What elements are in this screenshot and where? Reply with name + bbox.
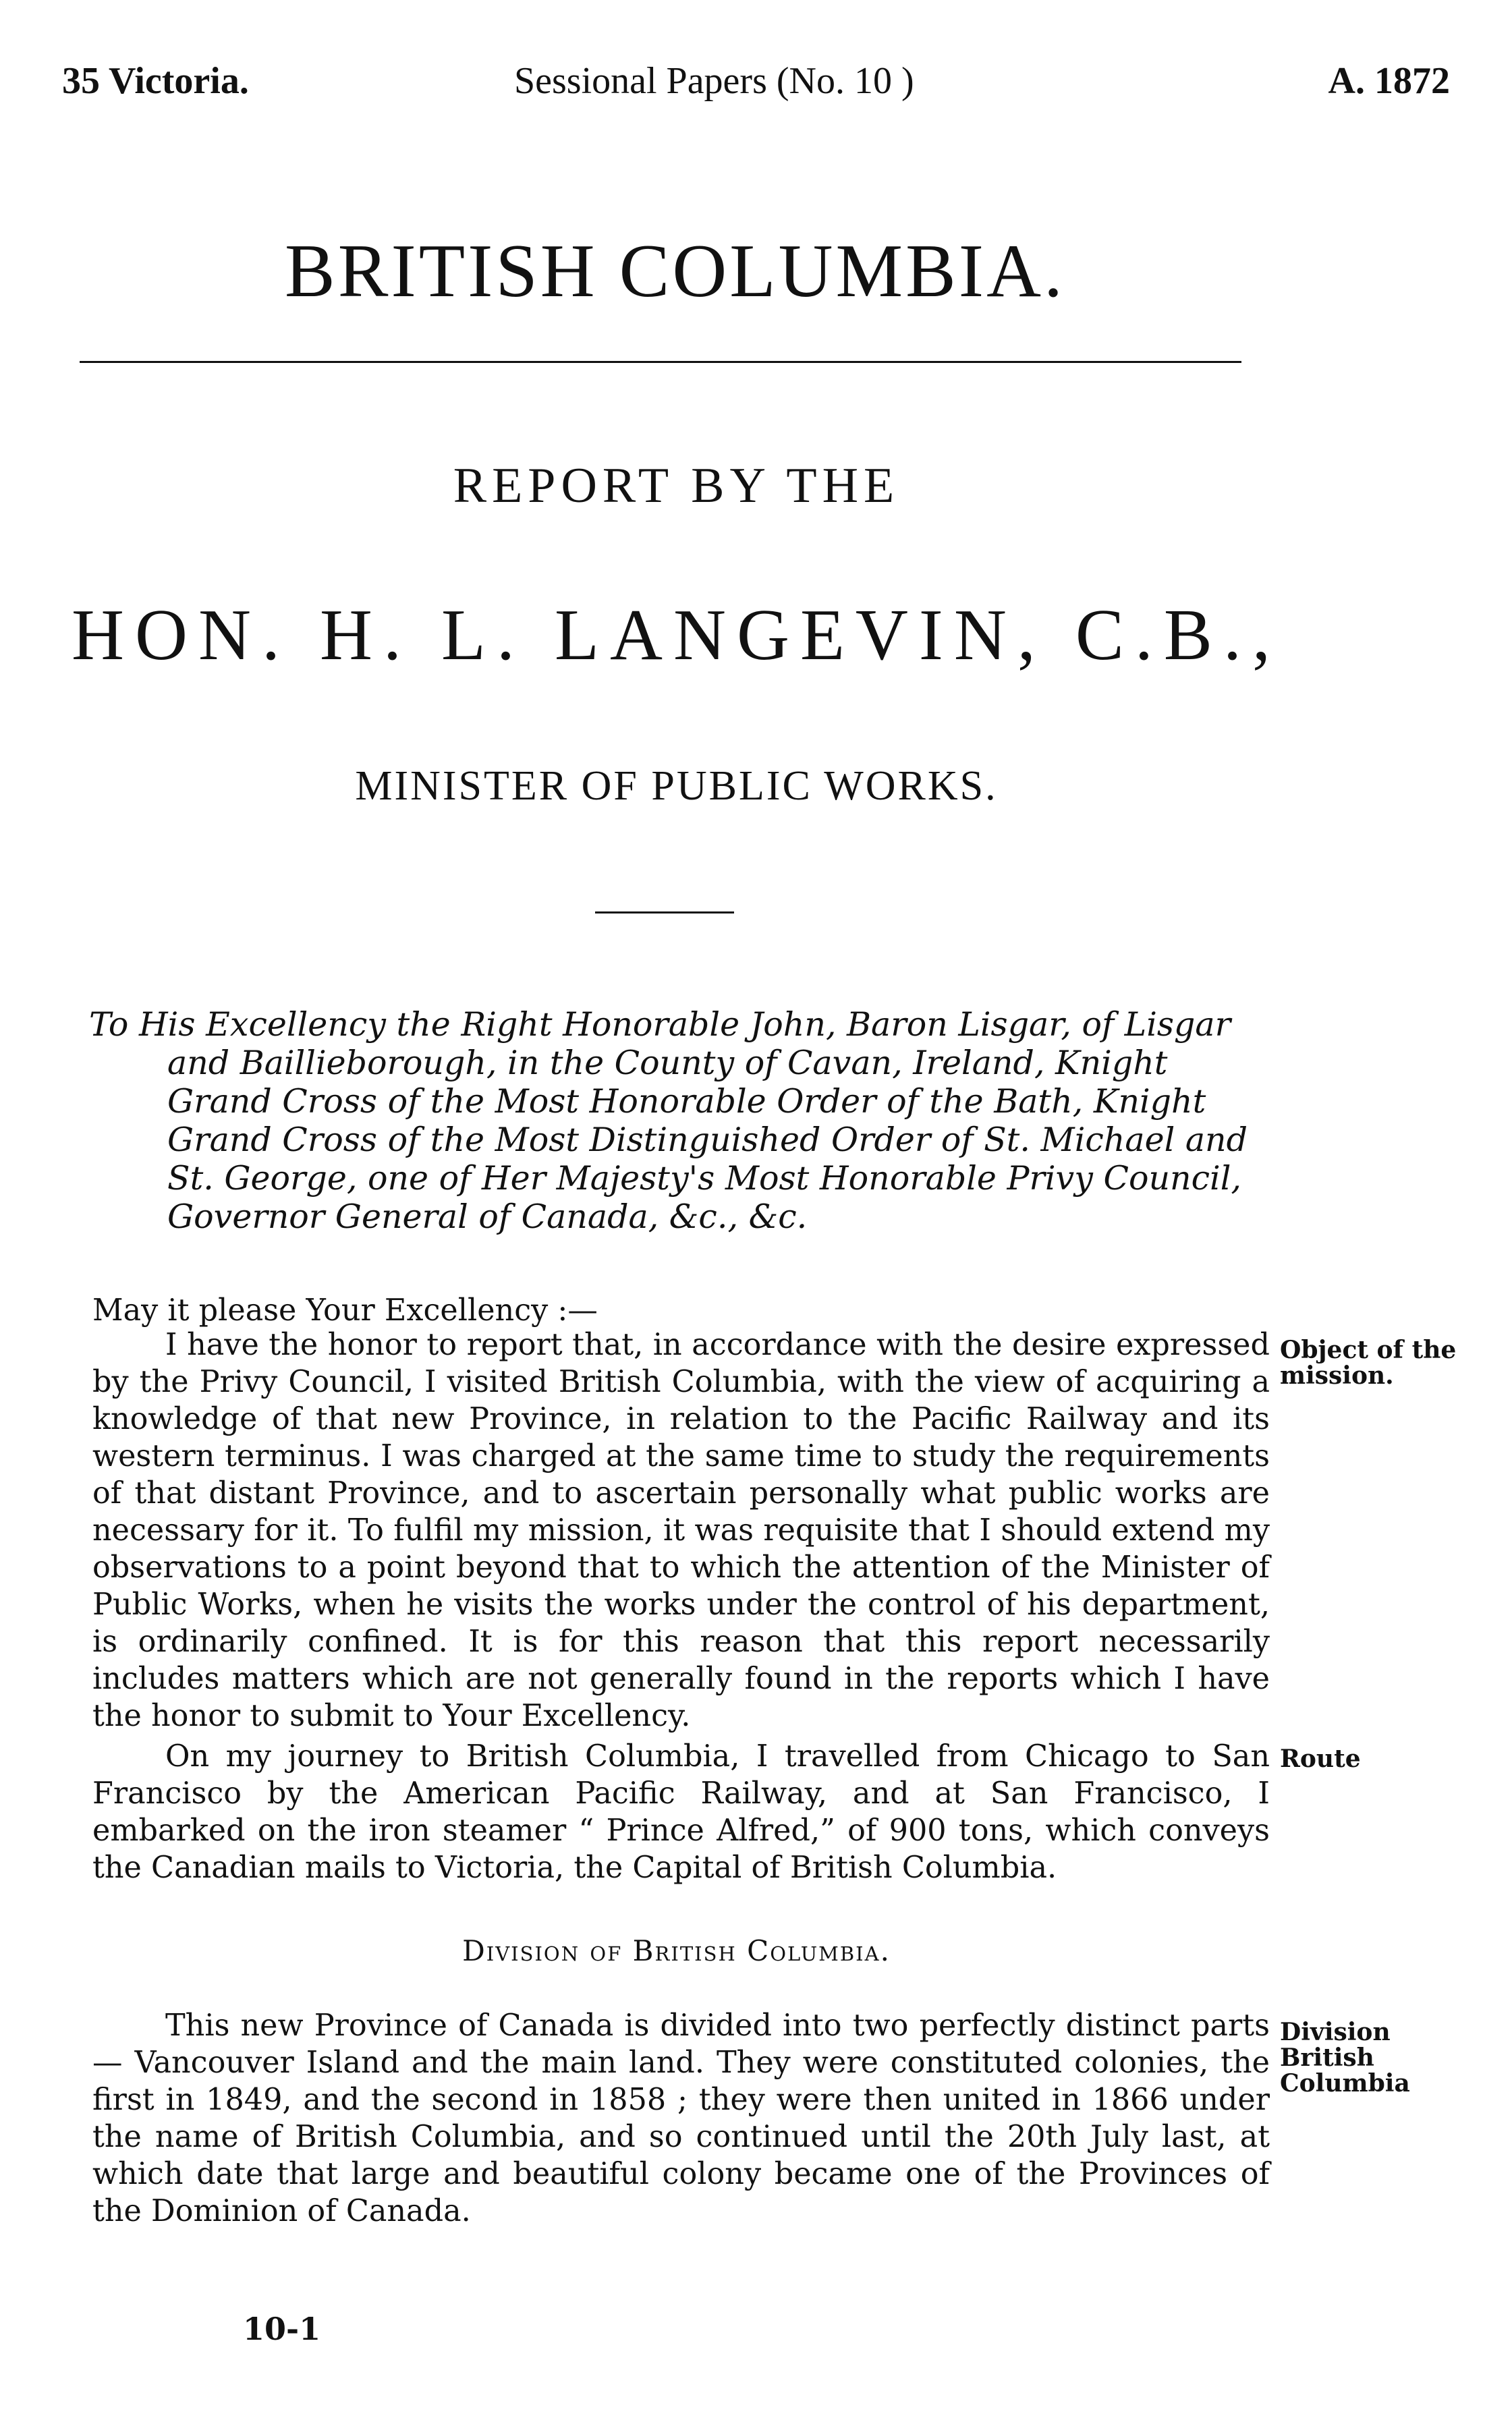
salutation-text: May it please Your Excellency :— bbox=[92, 1293, 598, 1328]
margin-note-division: Division British Columbia bbox=[1280, 2018, 1410, 2098]
paragraph-object bbox=[92, 1326, 1270, 1735]
header-regnal-year: 35 Victoria. bbox=[62, 60, 249, 102]
report-by-line: REPORT BY THE bbox=[453, 458, 900, 513]
section-heading: Division of British Columbia. bbox=[462, 1934, 891, 1967]
short-divider bbox=[595, 911, 734, 913]
address-line: and Baillieborough, in the County of Cavan, Ireland, Knight bbox=[167, 1044, 1168, 1082]
paragraph-division bbox=[92, 2007, 1270, 2230]
header-sessional-papers: Sessional Papers (No. 10 ) bbox=[514, 60, 914, 102]
folio-number: 10-1 bbox=[243, 2311, 321, 2347]
header-year: A. 1872 bbox=[1328, 60, 1450, 102]
margin-note-route: Route bbox=[1280, 1745, 1361, 1773]
salutation bbox=[92, 1292, 1270, 1329]
paragraph-route bbox=[92, 1738, 1270, 1886]
paragraph-text: This new Province of Canada is divided into two perfectly distinct parts— Vancouver Island and the main land. They were constituted colonies, the first in 1849, and the second in 1858 ; they were then united in 1866 under the name of British Columbia, and so continued until the 20th July last, at which date that large and beautiful colony became one of the Provinces of the Dominion of Canada. bbox=[92, 2008, 1270, 2228]
address-line: Grand Cross of the Most Honorable Order of the Bath, Knight bbox=[167, 1082, 1206, 1121]
address-block bbox=[89, 1005, 1344, 1236]
address-line: Governor General of Canada, &c., &c. bbox=[167, 1198, 808, 1236]
address-line: To His Excellency the Right Honorable John, Baron Lisgar, of Lisgar bbox=[89, 1005, 1231, 1044]
main-title: BRITISH COLUMBIA. bbox=[285, 229, 1065, 313]
margin-note-object: Object of the mission. bbox=[1280, 1336, 1457, 1390]
author-office: MINISTER OF PUBLIC WORKS. bbox=[355, 763, 998, 809]
paragraph-text: On my journey to British Columbia, I travelled from Chicago to San Francisco by the American Pacific Railway, and at San Francisco, I embarked on the iron steamer “ Prince Alfred,” of 900 tons, which conveys the Canadian mails to Victoria, the Capital of British Columbia. bbox=[92, 1739, 1270, 1885]
address-line: Grand Cross of the Most Distinguished Order of St. Michael and bbox=[167, 1121, 1248, 1159]
author-name: HON. H. L. LANGEVIN, C.B., bbox=[72, 595, 1281, 675]
address-line: St. George, one of Her Majesty's Most Honorable Privy Council, bbox=[167, 1159, 1241, 1198]
paragraph-text: I have the honor to report that, in accordance with the desire expressed by the Privy Council, I visited British Columbia, with the view of acquiring a knowledge of that new Province, in relation to the Pacific Railway and its western terminus. I was charged at the same time to study the requirements of that distant Province, and to ascertain personally what public works are necessary for it. To fulfil my mission, it was requisite that I should extend my observations to a point beyond that to which the attention of the Minister of Public Works, when he visits the works under the control of his department, is ordinarily confined. It is for this reason that this report necessarily includes matters which are not generally found in the reports which I have the honor to submit to Your Excellency. bbox=[92, 1328, 1270, 1733]
title-divider bbox=[80, 361, 1241, 363]
